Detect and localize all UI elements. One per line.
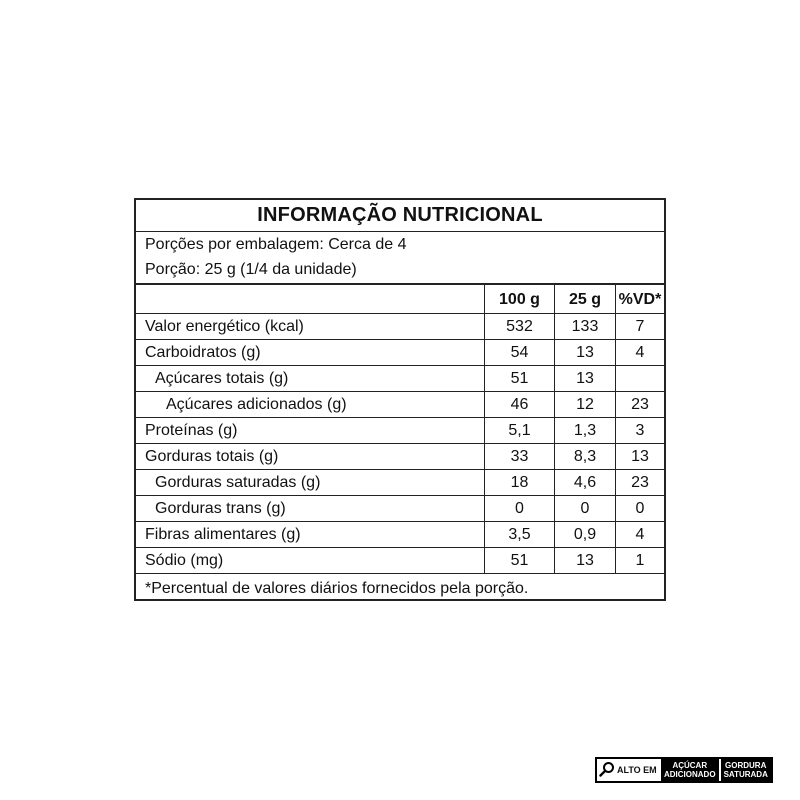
value-portion: 133 xyxy=(555,314,616,340)
table-row xyxy=(136,418,664,444)
nutrient-label: Açúcares totais (g) xyxy=(136,366,485,392)
table-row xyxy=(136,496,664,522)
header-100g: 100 g xyxy=(485,285,555,314)
header-blank xyxy=(136,285,485,314)
nutrient-label: Açúcares adicionados (g) xyxy=(136,392,485,418)
value-100g: 46 xyxy=(485,392,555,418)
warning-sugar-line2: ADICIONADO xyxy=(664,770,716,779)
value-100g: 51 xyxy=(485,366,555,392)
nutrient-label: Proteínas (g) xyxy=(136,418,485,444)
warning-prefix-label: ALTO EM xyxy=(617,765,657,775)
nutrition-table xyxy=(136,284,664,574)
value-dv: 23 xyxy=(616,470,665,496)
value-dv xyxy=(616,366,665,392)
table-row xyxy=(136,548,664,574)
table-row xyxy=(136,392,664,418)
value-100g: 0 xyxy=(485,496,555,522)
value-dv: 13 xyxy=(616,444,665,470)
servings-info xyxy=(136,232,664,284)
value-dv: 0 xyxy=(616,496,665,522)
warning-prefix xyxy=(597,759,659,781)
value-portion: 1,3 xyxy=(555,418,616,444)
value-100g: 18 xyxy=(485,470,555,496)
value-dv: 23 xyxy=(616,392,665,418)
warning-fat xyxy=(719,759,771,781)
warning-fat-line2: SATURADA xyxy=(723,770,768,779)
table-row xyxy=(136,522,664,548)
value-100g: 3,5 xyxy=(485,522,555,548)
value-100g: 54 xyxy=(485,340,555,366)
table-header-row xyxy=(136,285,664,314)
panel-title: INFORMAÇÃO NUTRICIONAL xyxy=(136,200,664,232)
value-dv: 3 xyxy=(616,418,665,444)
value-portion: 13 xyxy=(555,340,616,366)
nutrient-label: Valor energético (kcal) xyxy=(136,314,485,340)
magnifier-icon xyxy=(599,761,615,779)
table-row xyxy=(136,444,664,470)
header-portion: 25 g xyxy=(555,285,616,314)
warning-sugar-line1: AÇÚCAR xyxy=(672,761,708,770)
warning-sugar xyxy=(659,759,719,781)
table-row xyxy=(136,366,664,392)
footnote: *Percentual de valores diários fornecidos pela porção. xyxy=(145,580,529,597)
value-dv: 4 xyxy=(616,522,665,548)
nutrient-label: Gorduras saturadas (g) xyxy=(136,470,485,496)
table-row xyxy=(136,340,664,366)
value-dv: 1 xyxy=(616,548,665,574)
table-row xyxy=(136,314,664,340)
value-portion: 13 xyxy=(555,366,616,392)
nutrient-label: Fibras alimentares (g) xyxy=(136,522,485,548)
nutrient-label: Gorduras totais (g) xyxy=(136,444,485,470)
nutrient-label: Carboidratos (g) xyxy=(136,340,485,366)
value-100g: 33 xyxy=(485,444,555,470)
value-portion: 0 xyxy=(555,496,616,522)
value-portion: 13 xyxy=(555,548,616,574)
nutrient-label: Gorduras trans (g) xyxy=(136,496,485,522)
nutrient-label: Sódio (mg) xyxy=(136,548,485,574)
front-label-warning xyxy=(595,757,773,783)
value-dv: 7 xyxy=(616,314,665,340)
table-row xyxy=(136,470,664,496)
value-dv: 4 xyxy=(616,340,665,366)
value-portion: 4,6 xyxy=(555,470,616,496)
portion-size: Porção: 25 g (1/4 da unidade) xyxy=(145,261,357,278)
value-portion: 12 xyxy=(555,392,616,418)
value-100g: 5,1 xyxy=(485,418,555,444)
header-dv: %VD* xyxy=(616,285,665,314)
nutrition-facts-panel xyxy=(134,198,666,601)
value-portion: 8,3 xyxy=(555,444,616,470)
servings-per-package: Porções por embalagem: Cerca de 4 xyxy=(145,236,407,253)
value-portion: 0,9 xyxy=(555,522,616,548)
value-100g: 51 xyxy=(485,548,555,574)
value-100g: 532 xyxy=(485,314,555,340)
warning-fat-line1: GORDURA xyxy=(725,761,767,770)
